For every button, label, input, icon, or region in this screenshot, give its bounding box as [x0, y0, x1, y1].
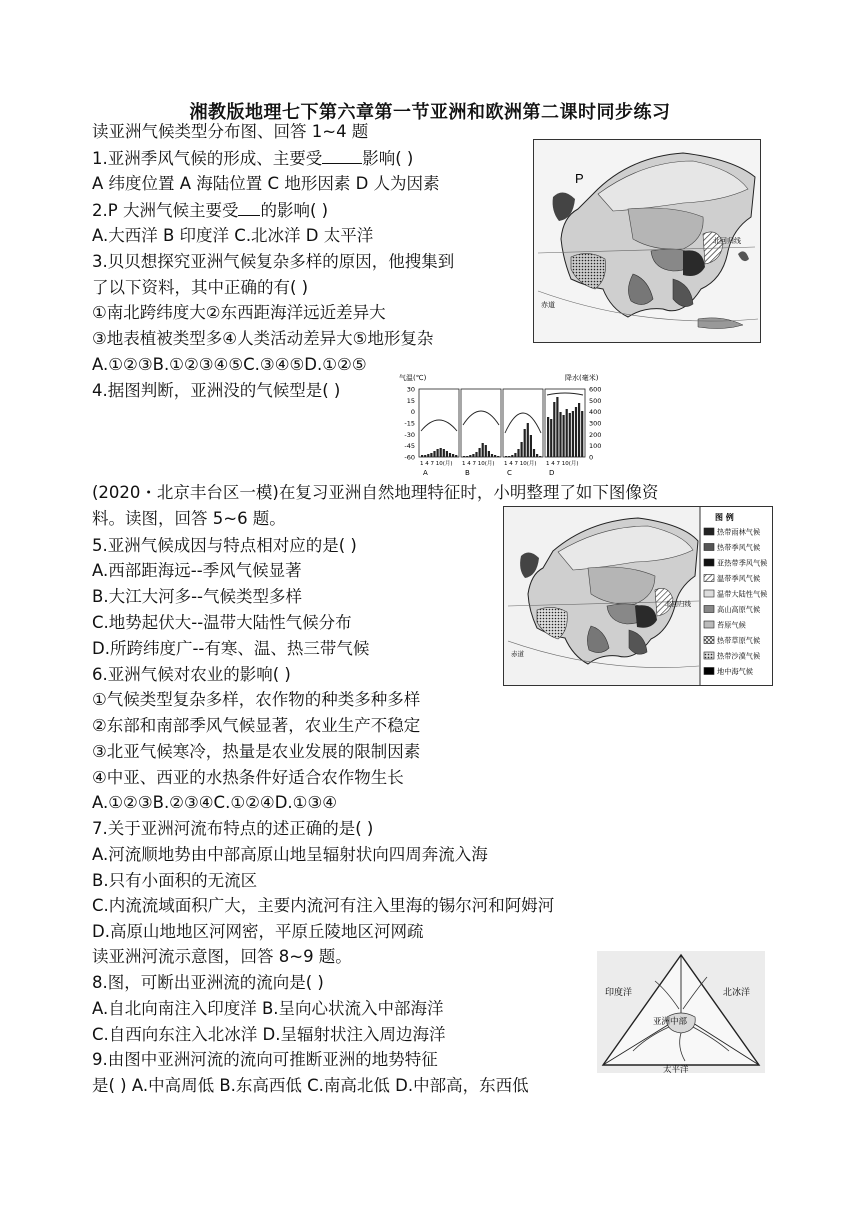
rain-tick-label: 600	[589, 385, 602, 394]
q3-stem-2: 了以下资料，其中正确的有( )	[92, 278, 309, 297]
precip-bar	[553, 402, 555, 457]
q8-options-cd: C.自西向东注入北冰洋 D.呈辐射状注入周边海洋	[92, 1025, 446, 1044]
legend-swatch	[704, 652, 714, 659]
precip-bar	[452, 454, 454, 457]
q2-blank	[238, 199, 260, 216]
precip-bar	[556, 397, 558, 457]
q6-item-1: ①气候类型复杂多样，农作物的种类多种多样	[92, 690, 421, 709]
climate-temp-ticks	[404, 386, 415, 462]
climate-panel-frame	[461, 389, 501, 457]
intro-5-6-b: 料。读图，回答 5~6 题。	[92, 509, 286, 528]
q5-option-c: C.地势起伏大--温带大陆性气候分布	[92, 613, 352, 632]
q7-option-a: A.河流顺地势由中部高原山地呈辐射状向四周奔流入海	[92, 845, 488, 864]
precip-bar	[463, 456, 465, 457]
q7-stem: 7.关于亚洲河流布特点的述正确的是( )	[92, 819, 374, 838]
legend-label: 温带大陆性气候	[717, 589, 768, 599]
q2-options: A.大西洋 B 印度洋 C.北冰洋 D 太平洋	[92, 226, 374, 245]
q3-item-2: ③地表植被类型多④人类活动差异大⑤地形复杂	[92, 329, 434, 348]
precip-bar	[581, 411, 583, 457]
q1-stem-b: 影响( )	[362, 149, 414, 168]
month-axis-label: 1 4 7 10(月)	[504, 461, 537, 467]
rain-tick-label: 0	[589, 453, 594, 462]
precip-bar	[505, 456, 507, 457]
q7-option-d: D.高原山地地区河网密，平原丘陵地区河网疏	[92, 922, 424, 941]
q6-options: A.①②③B.②③④C.①②④D.①③④	[92, 793, 338, 812]
q1-options: A 纬度位置 A 海陆位置 C 地形因素 D 人为因素	[92, 174, 440, 193]
month-axis-label: 1 4 7 10(月)	[420, 461, 453, 467]
month-axis-label: 1 4 7 10(月)	[546, 461, 579, 467]
precip-bar	[547, 417, 549, 457]
temp-tick-label: -15	[404, 419, 415, 428]
precip-bar	[517, 449, 519, 457]
q8-options-ab: A.自北向南注入印度洋 B.呈向心状流入中部海洋	[92, 999, 444, 1018]
river-indian-ocean: 印度洋	[605, 988, 633, 998]
rain-tick-label: 400	[589, 408, 602, 417]
q6-item-2: ②东部和南部季风气候显著，农业生产不稳定	[92, 716, 421, 735]
precip-bar	[563, 415, 565, 457]
legend-swatch	[704, 606, 714, 613]
legend-label: 温带季风气候	[717, 574, 761, 583]
precip-bar	[475, 452, 477, 457]
asia-climate-map-1	[533, 139, 761, 343]
legend-label: 亚热带季风气候	[717, 558, 768, 568]
q4-stem: 4.据图判断，亚洲没的气候型是( )	[92, 381, 341, 400]
precip-bar	[446, 451, 448, 457]
precip-bar	[482, 443, 484, 457]
precip-bar	[421, 455, 423, 457]
q5-option-d: D.所跨纬度广--有寒、温、热三带气候	[92, 639, 370, 658]
q6-stem: 6.亚洲气候对农业的影响( )	[92, 665, 291, 684]
intro-1-4: 读亚洲气候类型分布图、回答 1~4 题	[92, 122, 369, 141]
precip-bar	[569, 413, 571, 457]
legend-swatch	[704, 621, 714, 628]
q1-stem	[92, 147, 413, 170]
map2-legend-title: 图 例	[715, 513, 734, 522]
temp-tick-label: -60	[404, 453, 415, 462]
asia-climate-map-2	[503, 506, 773, 686]
page-title: 湘教版地理七下第六章第一节亚洲和欧洲第二课时同步练习	[189, 102, 671, 123]
precip-bar	[479, 448, 481, 457]
temp-tick-label: 0	[410, 408, 415, 417]
legend-swatch	[704, 590, 714, 597]
precip-bar	[494, 455, 496, 457]
precip-bar	[433, 451, 435, 457]
temp-tick-label: 30	[406, 385, 415, 394]
climate-panel	[419, 389, 459, 477]
precip-bar	[566, 409, 568, 457]
legend-label: 热带季风气候	[717, 543, 761, 552]
q9-options: 是( ) A.中高周低 B.东高西低 C.南高北低 D.中部高，东西低	[92, 1076, 529, 1095]
legend-label: 热带沙漠气候	[717, 651, 761, 661]
climate-panel-label: D	[549, 469, 555, 477]
climate-rain-axis-label: 降水(毫米)	[565, 374, 599, 382]
precip-bar	[427, 454, 429, 457]
climate-panel-frame	[503, 389, 543, 457]
q2-stem-b: 的影响( )	[260, 201, 329, 220]
precip-bar	[497, 456, 499, 457]
precip-bar	[527, 423, 529, 457]
q3-options: A.①②③B.①②③④⑤C.③④⑤D.①②⑤	[92, 355, 367, 374]
legend-swatch	[704, 528, 714, 535]
precip-bar	[488, 451, 490, 457]
q5-option-a: A.西部距海远--季风气候显著	[92, 561, 302, 580]
q5-stem: 5.亚洲气候成因与特点相对应的是( )	[92, 536, 357, 555]
q1-blank	[322, 147, 362, 164]
q3-stem-1: 3.贝贝想探究亚洲气候复杂多样的原因，他搜集到	[92, 252, 455, 271]
legend-label: 苔原气候	[717, 620, 746, 630]
precip-bar	[524, 429, 526, 457]
legend-swatch	[704, 544, 714, 551]
legend-label: 地中海气候	[717, 667, 753, 676]
map1-p-label: P	[575, 171, 584, 186]
precip-bar	[559, 412, 561, 457]
climate-panels	[419, 389, 585, 477]
precip-bar	[539, 456, 541, 457]
map1-tropic: 北回归线	[713, 237, 741, 245]
precip-bar	[575, 407, 577, 457]
river-arctic-ocean: 北冰洋	[723, 988, 751, 998]
q6-item-3: ③北亚气候寒冷，热量是农业发展的限制因素	[92, 742, 421, 761]
rain-tick-label: 100	[589, 442, 602, 451]
map2-tropic: 北回归线	[665, 600, 691, 608]
map2-equator: 赤道	[511, 650, 524, 658]
rain-tick-label: 500	[589, 396, 602, 405]
climate-panel	[545, 389, 585, 477]
legend-label: 高山高原气候	[717, 605, 761, 614]
q8-stem: 8.图，可断出亚洲流的流向是( )	[92, 973, 324, 992]
q5-option-b: B.大江大河多--气候类型多样	[92, 587, 302, 606]
precip-bar	[440, 448, 442, 457]
climate-panel-label: A	[423, 469, 428, 477]
precip-bar	[449, 453, 451, 457]
precip-bar	[485, 445, 487, 457]
precip-bar	[472, 454, 474, 457]
precip-bar	[491, 454, 493, 457]
precip-bar	[508, 456, 510, 457]
q3-item-1: ①南北跨纬度大②东西距海洋远近差异大	[92, 303, 386, 322]
legend-swatch	[704, 575, 714, 582]
river-central-asia: 亚洲中部	[653, 1017, 688, 1027]
precip-bar	[514, 453, 516, 457]
rain-tick-label: 200	[589, 430, 602, 439]
precip-bar	[466, 456, 468, 457]
precip-bar	[533, 449, 535, 457]
climate-rain-ticks	[589, 386, 601, 462]
temp-tick-label: 15	[406, 396, 415, 405]
q2-stem	[92, 199, 328, 222]
climate-temp-axis-label: 气温(℃)	[399, 374, 427, 382]
q1-stem-a: 1.亚洲季风气候的形成、主要受	[92, 149, 323, 168]
asia-river-diagram	[597, 951, 765, 1073]
climate-panel-label: C	[507, 469, 512, 477]
precip-bar	[443, 449, 445, 457]
month-axis-label: 1 4 7 10(月)	[462, 461, 495, 467]
legend-label: 热带雨林气候	[717, 527, 761, 537]
precip-bar	[578, 403, 580, 457]
precip-bar	[437, 449, 439, 457]
legend-swatch	[704, 668, 714, 675]
precip-bar	[530, 435, 532, 457]
rain-tick-label: 300	[589, 419, 602, 428]
precip-bar	[550, 419, 552, 457]
precip-bar	[536, 454, 538, 457]
legend-label: 热带草原气候	[717, 636, 761, 645]
intro-8-9: 读亚洲河流示意图，回答 8~9 题。	[92, 947, 352, 966]
temp-tick-label: -45	[404, 442, 415, 451]
temp-tick-label: -30	[404, 430, 415, 439]
climate-panel	[503, 389, 543, 477]
q7-option-b: B.只有小面积的无流区	[92, 871, 258, 890]
climate-panel-label: B	[465, 469, 470, 477]
legend-swatch	[704, 637, 714, 644]
intro-5-6-a: (2020・北京丰台区一模)在复习亚洲自然地理特征时，小明整理了如下图像资	[92, 483, 659, 502]
q7-option-c: C.内流流域面积广大，主要内流河有注入里海的锡尔河和阿姆河	[92, 896, 555, 915]
precip-bar	[469, 455, 471, 457]
legend-swatch	[704, 559, 714, 566]
precip-bar	[521, 442, 523, 457]
precip-bar	[511, 455, 513, 457]
q2-stem-a: 2.P 大洲气候主要受	[92, 201, 239, 220]
precip-bar	[455, 455, 457, 457]
river-pacific-ocean: 太平洋	[663, 1065, 689, 1073]
climate-panel-frame	[419, 389, 459, 457]
climate-panel	[461, 389, 501, 477]
q9-stem: 9.由图中亚洲河流的流向可推断亚洲的地势特征	[92, 1050, 438, 1069]
climate-charts	[397, 371, 607, 481]
map1-equator: 赤道	[541, 301, 555, 309]
precip-bar	[424, 455, 426, 457]
precip-bar	[572, 411, 574, 457]
q6-item-4: ④中亚、西亚的水热条件好适合农作物生长	[92, 768, 404, 787]
precip-bar	[430, 453, 432, 457]
